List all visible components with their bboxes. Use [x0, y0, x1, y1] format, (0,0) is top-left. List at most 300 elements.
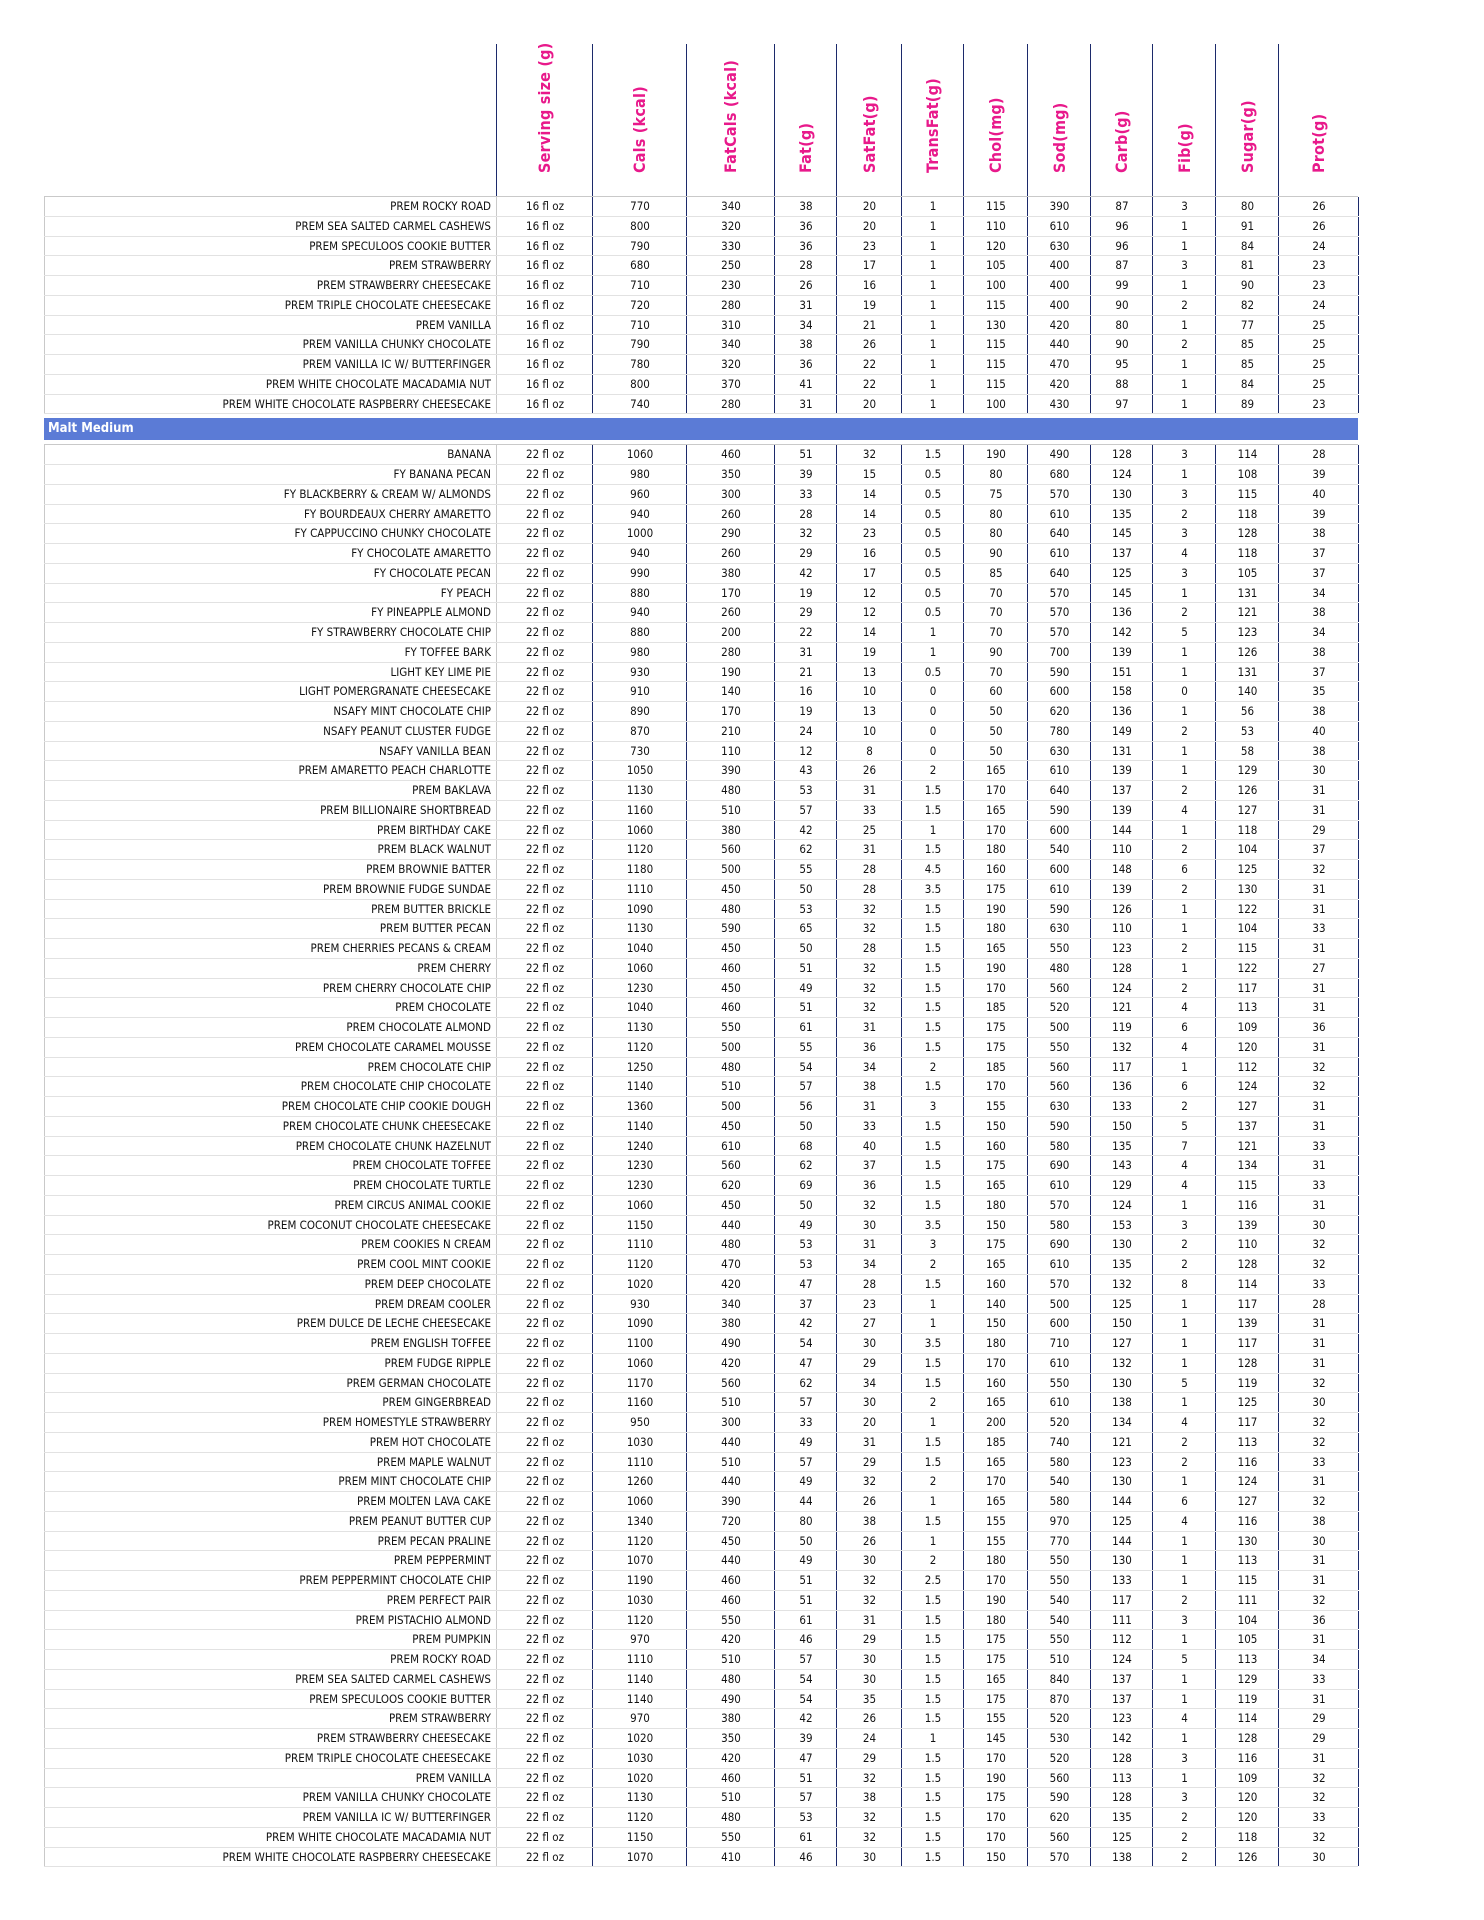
value-cell: 47	[774, 1354, 837, 1373]
value-cell: 23	[1278, 276, 1359, 295]
item-name: PREM BILLIONAIRE SHORTBREAD	[44, 801, 496, 820]
table-row	[44, 1808, 1358, 1828]
value-cell: 116	[1215, 1453, 1279, 1472]
value-cell: 110	[1090, 919, 1153, 938]
value-cell: 680	[1027, 465, 1091, 484]
row-end-rule	[1358, 1848, 1359, 1867]
column-header-label: FatCals (kcal)	[721, 60, 740, 173]
value-cell: 190	[963, 1591, 1028, 1610]
value-cell: 2.5	[901, 1571, 964, 1590]
row-end-rule	[1358, 335, 1359, 354]
item-name: PREM DEEP CHOCOLATE	[44, 1275, 496, 1294]
value-cell: 21	[836, 316, 902, 335]
value-cell: 4	[1152, 1156, 1216, 1175]
row-end-rule	[1358, 1018, 1359, 1037]
value-cell: 980	[592, 465, 687, 484]
value-cell: 440	[1027, 335, 1091, 354]
value-cell: 0	[901, 742, 964, 761]
row-end-rule	[1358, 663, 1359, 682]
value-cell: 3	[1152, 197, 1216, 216]
value-cell: 53	[774, 781, 837, 800]
row-end-rule	[1358, 256, 1359, 275]
value-cell: 2	[1152, 1848, 1216, 1867]
value-cell: 126	[1215, 781, 1279, 800]
value-cell: 1.5	[901, 1117, 964, 1136]
value-cell: 350	[686, 465, 775, 484]
value-cell: 2	[1152, 722, 1216, 741]
value-cell: 1040	[592, 939, 687, 958]
table-row	[44, 1630, 1358, 1650]
serving-size-cell: 22 fl oz	[496, 1216, 593, 1235]
value-cell: 440	[686, 1433, 775, 1452]
table-row	[44, 1512, 1358, 1532]
value-cell: 310	[686, 316, 775, 335]
serving-size-cell: 16 fl oz	[496, 296, 593, 315]
value-cell: 520	[1027, 1413, 1091, 1432]
value-cell: 30	[836, 1670, 902, 1689]
value-cell: 770	[592, 197, 687, 216]
item-name: FY BANANA PECAN	[44, 465, 496, 484]
value-cell: 44	[774, 1492, 837, 1511]
table-row	[44, 663, 1358, 683]
value-cell: 117	[1215, 1334, 1279, 1353]
serving-size-cell: 22 fl oz	[496, 1591, 593, 1610]
value-cell: 1.5	[901, 979, 964, 998]
item-name: PREM CHOCOLATE CARAMEL MOUSSE	[44, 1038, 496, 1057]
value-cell: 2	[901, 1255, 964, 1274]
serving-size-cell: 22 fl oz	[496, 761, 593, 780]
value-cell: 440	[686, 1216, 775, 1235]
value-cell: 126	[1215, 643, 1279, 662]
value-cell: 34	[1278, 584, 1359, 603]
value-cell: 1090	[592, 1314, 687, 1333]
table-row	[44, 395, 1358, 415]
value-cell: 870	[592, 722, 687, 741]
table-row	[44, 1235, 1358, 1255]
row-end-rule	[1358, 1196, 1359, 1215]
value-cell: 520	[1027, 998, 1091, 1017]
value-cell: 114	[1215, 445, 1279, 464]
row-end-rule	[1358, 860, 1359, 879]
value-cell: 115	[963, 197, 1028, 216]
value-cell: 38	[1278, 643, 1359, 662]
value-cell: 165	[963, 939, 1028, 958]
value-cell: 770	[1027, 1532, 1091, 1551]
value-cell: 96	[1090, 217, 1153, 236]
value-cell: 124	[1090, 1650, 1153, 1669]
value-cell: 39	[774, 1729, 837, 1748]
value-cell: 780	[592, 355, 687, 374]
value-cell: 1050	[592, 761, 687, 780]
value-cell: 29	[836, 1354, 902, 1373]
item-name: PREM CIRCUS ANIMAL COOKIE	[44, 1196, 496, 1215]
item-name: BANANA	[44, 445, 496, 464]
value-cell: 90	[1215, 276, 1279, 295]
value-cell: 139	[1215, 1314, 1279, 1333]
value-cell: 34	[1278, 623, 1359, 642]
table-row	[44, 722, 1358, 742]
value-cell: 390	[1027, 197, 1091, 216]
value-cell: 38	[836, 1512, 902, 1531]
value-cell: 1	[901, 395, 964, 414]
serving-size-cell: 22 fl oz	[496, 1038, 593, 1057]
row-end-rule	[1358, 505, 1359, 524]
value-cell: 620	[1027, 1808, 1091, 1827]
value-cell: 51	[774, 959, 837, 978]
value-cell: 1	[1152, 1729, 1216, 1748]
value-cell: 4	[1152, 1038, 1216, 1057]
value-cell: 1.5	[901, 1453, 964, 1472]
value-cell: 390	[686, 1492, 775, 1511]
value-cell: 3	[901, 1097, 964, 1116]
value-cell: 24	[1278, 296, 1359, 315]
item-name: PREM TRIPLE CHOCOLATE CHEESECAKE	[44, 296, 496, 315]
value-cell: 610	[1027, 1176, 1091, 1195]
value-cell: 1.5	[901, 1018, 964, 1037]
table-row	[44, 505, 1358, 525]
column-header-label: Sod(mg)	[1049, 102, 1069, 173]
serving-size-cell: 22 fl oz	[496, 742, 593, 761]
value-cell: 90	[963, 544, 1028, 563]
value-cell: 510	[686, 1453, 775, 1472]
table-row	[44, 256, 1358, 276]
value-cell: 480	[686, 1670, 775, 1689]
value-cell: 30	[1278, 761, 1359, 780]
item-name: PREM BROWNIE BATTER	[44, 860, 496, 879]
value-cell: 0.5	[901, 584, 964, 603]
value-cell: 56	[1215, 702, 1279, 721]
value-cell: 0.5	[901, 524, 964, 543]
value-cell: 550	[1027, 1374, 1091, 1393]
value-cell: 175	[963, 1235, 1028, 1254]
value-cell: 1060	[592, 821, 687, 840]
serving-size-cell: 22 fl oz	[496, 584, 593, 603]
value-cell: 1	[1152, 276, 1216, 295]
row-end-rule	[1358, 722, 1359, 741]
value-cell: 40	[1278, 722, 1359, 741]
value-cell: 3	[1152, 524, 1216, 543]
column-header	[592, 44, 687, 196]
table-row	[44, 1769, 1358, 1789]
value-cell: 38	[774, 197, 837, 216]
value-cell: 51	[774, 998, 837, 1017]
table-row	[44, 237, 1358, 257]
value-cell: 62	[774, 1156, 837, 1175]
item-name: PREM PERFECT PAIR	[44, 1591, 496, 1610]
table-row	[44, 1058, 1358, 1078]
item-name: FY STRAWBERRY CHOCOLATE CHIP	[44, 623, 496, 642]
item-name: FY CHOCOLATE AMARETTO	[44, 544, 496, 563]
value-cell: 120	[963, 237, 1028, 256]
row-end-rule	[1358, 900, 1359, 919]
table-row	[44, 485, 1358, 505]
serving-size-cell: 22 fl oz	[496, 821, 593, 840]
value-cell: 31	[836, 840, 902, 859]
value-cell: 1	[1152, 663, 1216, 682]
value-cell: 110	[1215, 1235, 1279, 1254]
value-cell: 2	[1152, 939, 1216, 958]
item-name: LIGHT KEY LIME PIE	[44, 663, 496, 682]
value-cell: 1230	[592, 1176, 687, 1195]
item-name: PREM VANILLA	[44, 316, 496, 335]
value-cell: 51	[774, 1591, 837, 1610]
value-cell: 61	[774, 1018, 837, 1037]
value-cell: 1	[1152, 395, 1216, 414]
value-cell: 720	[592, 296, 687, 315]
table-row	[44, 355, 1358, 375]
item-name: PREM CHOCOLATE CHIP	[44, 1058, 496, 1077]
value-cell: 91	[1215, 217, 1279, 236]
value-cell: 1.5	[901, 1137, 964, 1156]
value-cell: 42	[774, 1709, 837, 1728]
value-cell: 1.5	[901, 919, 964, 938]
value-cell: 32	[836, 998, 902, 1017]
value-cell: 170	[963, 979, 1028, 998]
item-name: PREM VANILLA CHUNKY CHOCOLATE	[44, 1788, 496, 1807]
value-cell: 1	[901, 643, 964, 662]
value-cell: 990	[592, 564, 687, 583]
value-cell: 1000	[592, 524, 687, 543]
value-cell: 610	[1027, 217, 1091, 236]
value-cell: 1.5	[901, 1077, 964, 1096]
value-cell: 153	[1090, 1216, 1153, 1235]
column-header	[1152, 44, 1216, 196]
value-cell: 960	[592, 485, 687, 504]
table-row	[44, 1532, 1358, 1552]
table-row	[44, 1650, 1358, 1670]
value-cell: 280	[686, 643, 775, 662]
value-cell: 1.5	[901, 1275, 964, 1294]
value-cell: 250	[686, 256, 775, 275]
value-cell: 2	[1152, 880, 1216, 899]
value-cell: 33	[1278, 1137, 1359, 1156]
value-cell: 1030	[592, 1749, 687, 1768]
value-cell: 36	[774, 355, 837, 374]
item-name: PREM PISTACHIO ALMOND	[44, 1611, 496, 1630]
item-name: PREM COCONUT CHOCOLATE CHEESECAKE	[44, 1216, 496, 1235]
value-cell: 85	[963, 564, 1028, 583]
value-cell: 32	[836, 1808, 902, 1827]
value-cell: 940	[592, 603, 687, 622]
value-cell: 55	[774, 1038, 837, 1057]
row-end-rule	[1358, 840, 1359, 859]
serving-size-cell: 22 fl oz	[496, 1018, 593, 1037]
value-cell: 29	[774, 603, 837, 622]
value-cell: 123	[1090, 1709, 1153, 1728]
value-cell: 1030	[592, 1591, 687, 1610]
row-end-rule	[1358, 682, 1359, 701]
column-header	[836, 44, 902, 196]
value-cell: 32	[836, 919, 902, 938]
row-end-rule	[1358, 1532, 1359, 1551]
value-cell: 460	[686, 1769, 775, 1788]
value-cell: 122	[1215, 959, 1279, 978]
value-cell: 610	[1027, 544, 1091, 563]
value-cell: 26	[836, 1709, 902, 1728]
row-end-rule	[1358, 1808, 1359, 1827]
row-end-rule	[1358, 445, 1359, 464]
value-cell: 410	[686, 1848, 775, 1867]
value-cell: 320	[686, 217, 775, 236]
nutrition-table	[44, 44, 1358, 1867]
column-header	[1027, 44, 1091, 196]
value-cell: 175	[963, 1650, 1028, 1669]
table-row	[44, 821, 1358, 841]
value-cell: 730	[592, 742, 687, 761]
value-cell: 139	[1090, 880, 1153, 899]
serving-size-cell: 22 fl oz	[496, 1097, 593, 1116]
value-cell: 26	[836, 335, 902, 354]
serving-size-cell: 22 fl oz	[496, 979, 593, 998]
value-cell: 1020	[592, 1275, 687, 1294]
value-cell: 1120	[592, 1532, 687, 1551]
column-header-label: SatFat(g)	[859, 95, 879, 173]
row-end-rule	[1358, 1749, 1359, 1768]
value-cell: 135	[1090, 505, 1153, 524]
value-cell: 1	[901, 1295, 964, 1314]
value-cell: 610	[1027, 880, 1091, 899]
value-cell: 31	[1278, 900, 1359, 919]
value-cell: 260	[686, 603, 775, 622]
value-cell: 136	[1090, 702, 1153, 721]
value-cell: 510	[1027, 1650, 1091, 1669]
value-cell: 37	[1278, 564, 1359, 583]
value-cell: 53	[774, 1808, 837, 1827]
value-cell: 0.5	[901, 663, 964, 682]
value-cell: 370	[686, 375, 775, 394]
serving-size-cell: 22 fl oz	[496, 1532, 593, 1551]
header-row	[44, 44, 1358, 196]
serving-size-cell: 22 fl oz	[496, 840, 593, 859]
value-cell: 3	[1152, 1788, 1216, 1807]
value-cell: 123	[1215, 623, 1279, 642]
value-cell: 1	[1152, 742, 1216, 761]
item-name: PREM HOT CHOCOLATE	[44, 1433, 496, 1452]
value-cell: 200	[963, 1413, 1028, 1432]
value-cell: 0.5	[901, 544, 964, 563]
value-cell: 82	[1215, 296, 1279, 315]
value-cell: 2	[1152, 1591, 1216, 1610]
value-cell: 26	[1278, 197, 1359, 216]
value-cell: 570	[1027, 1275, 1091, 1294]
value-cell: 1110	[592, 1235, 687, 1254]
value-cell: 23	[1278, 256, 1359, 275]
value-cell: 37	[1278, 544, 1359, 563]
value-cell: 24	[774, 722, 837, 741]
value-cell: 165	[963, 801, 1028, 820]
value-cell: 124	[1215, 1077, 1279, 1096]
value-cell: 580	[1027, 1216, 1091, 1235]
value-cell: 3	[1152, 485, 1216, 504]
row-end-rule	[1358, 1472, 1359, 1491]
value-cell: 19	[836, 296, 902, 315]
value-cell: 14	[836, 485, 902, 504]
value-cell: 26	[1278, 217, 1359, 236]
value-cell: 1	[1152, 375, 1216, 394]
value-cell: 130	[1090, 1551, 1153, 1570]
value-cell: 500	[686, 1097, 775, 1116]
value-cell: 128	[1215, 1729, 1279, 1748]
value-cell: 120	[1215, 1788, 1279, 1807]
value-cell: 33	[1278, 919, 1359, 938]
value-cell: 150	[963, 1117, 1028, 1136]
value-cell: 1340	[592, 1512, 687, 1531]
item-name: FY CHOCOLATE PECAN	[44, 564, 496, 583]
value-cell: 42	[774, 564, 837, 583]
value-cell: 140	[686, 682, 775, 701]
row-end-rule	[1358, 355, 1359, 374]
value-cell: 32	[836, 445, 902, 464]
value-cell: 29	[1278, 821, 1359, 840]
value-cell: 16	[836, 544, 902, 563]
value-cell: 165	[963, 1453, 1028, 1472]
value-cell: 510	[686, 1650, 775, 1669]
value-cell: 320	[686, 355, 775, 374]
value-cell: 1	[1152, 919, 1216, 938]
value-cell: 550	[1027, 939, 1091, 958]
row-end-rule	[1358, 485, 1359, 504]
value-cell: 29	[1278, 1709, 1359, 1728]
value-cell: 4	[1152, 544, 1216, 563]
table-row	[44, 1077, 1358, 1097]
value-cell: 175	[963, 1018, 1028, 1037]
table-row	[44, 196, 1358, 217]
value-cell: 880	[592, 584, 687, 603]
value-cell: 151	[1090, 663, 1153, 682]
value-cell: 112	[1090, 1630, 1153, 1649]
serving-size-cell: 22 fl oz	[496, 524, 593, 543]
value-cell: 1020	[592, 1729, 687, 1748]
value-cell: 131	[1090, 742, 1153, 761]
row-end-rule	[1358, 276, 1359, 295]
item-name: PREM SPECULOOS COOKIE BUTTER	[44, 237, 496, 256]
value-cell: 1	[1152, 900, 1216, 919]
value-cell: 125	[1090, 1512, 1153, 1531]
column-header-label: Fat(g)	[796, 122, 815, 173]
value-cell: 1	[1152, 1334, 1216, 1353]
item-name: PREM WHITE CHOCOLATE RASPBERRY CHEESECAKE	[44, 395, 496, 414]
value-cell: 30	[836, 1650, 902, 1669]
value-cell: 60	[963, 682, 1028, 701]
value-cell: 69	[774, 1176, 837, 1195]
value-cell: 57	[774, 1453, 837, 1472]
value-cell: 170	[963, 1808, 1028, 1827]
value-cell: 38	[1278, 742, 1359, 761]
serving-size-cell: 22 fl oz	[496, 1196, 593, 1215]
column-header-label: TransFat(g)	[923, 78, 942, 173]
value-cell: 158	[1090, 682, 1153, 701]
value-cell: 0.5	[901, 603, 964, 622]
value-cell: 800	[592, 217, 687, 236]
item-name: PREM ENGLISH TOFFEE	[44, 1334, 496, 1353]
value-cell: 490	[686, 1690, 775, 1709]
value-cell: 1130	[592, 1788, 687, 1807]
value-cell: 480	[686, 1058, 775, 1077]
column-header-label: Sugar(g)	[1237, 100, 1257, 173]
value-cell: 1.5	[901, 1354, 964, 1373]
value-cell: 1020	[592, 1769, 687, 1788]
value-cell: 530	[1027, 1729, 1091, 1748]
serving-size-cell: 22 fl oz	[496, 1788, 593, 1807]
value-cell: 20	[836, 217, 902, 236]
value-cell: 610	[1027, 761, 1091, 780]
value-cell: 2	[1152, 1235, 1216, 1254]
value-cell: 38	[774, 335, 837, 354]
serving-size-cell: 22 fl oz	[496, 445, 593, 464]
item-name: PREM MINT CHOCOLATE CHIP	[44, 1472, 496, 1491]
value-cell: 0	[901, 682, 964, 701]
value-cell: 170	[963, 1571, 1028, 1590]
